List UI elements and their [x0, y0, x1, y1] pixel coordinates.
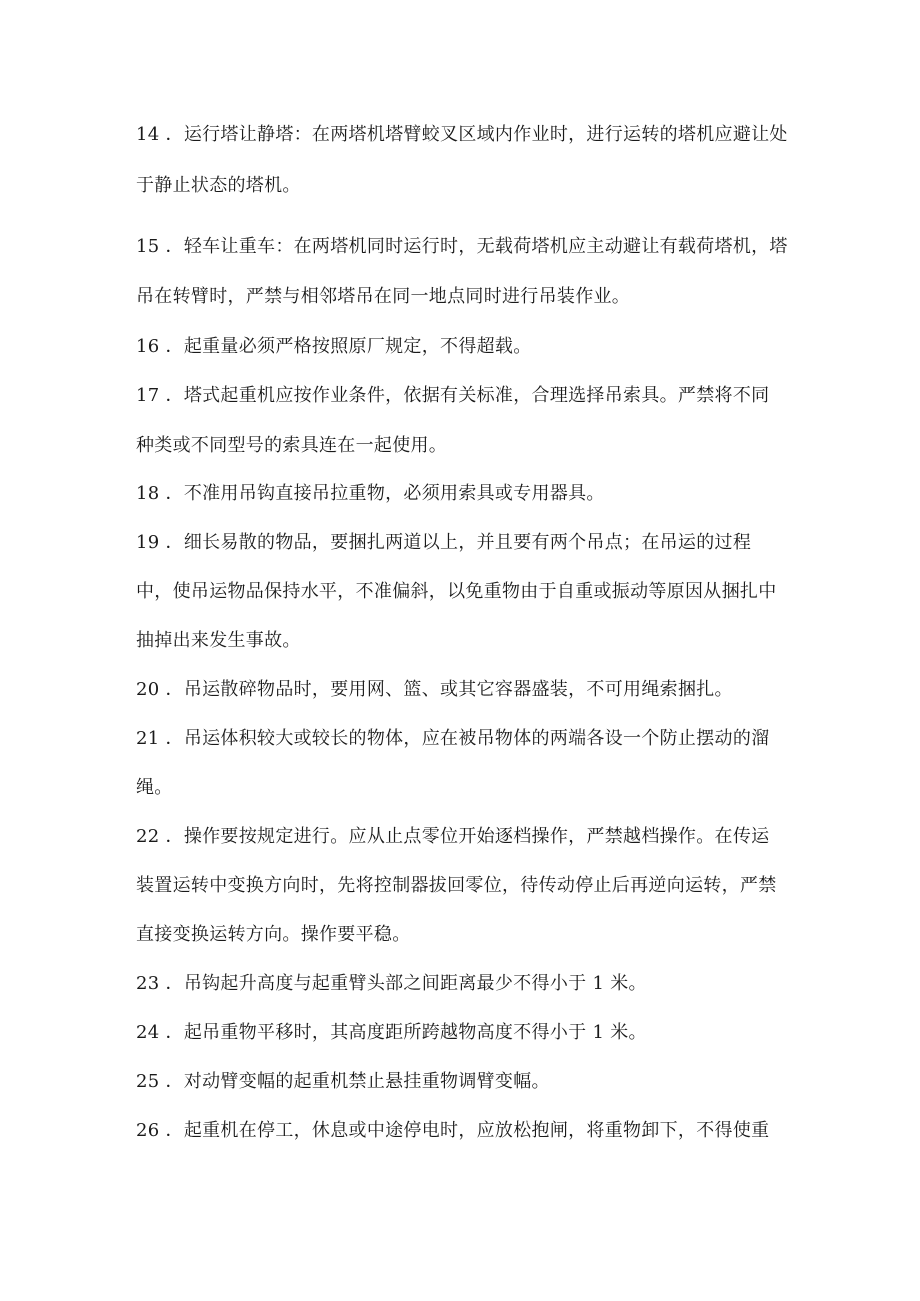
text-line: 20 ．吊运散碎物品时，要用网、篮、或其它容器盛装，不可用绳索捆扎。 [136, 679, 733, 700]
text-line: 25 ．对动臂变幅的起重机禁止悬挂重物调臂变幅。 [136, 1071, 550, 1092]
text-line: 14 ．运行塔让静塔：在两塔机塔臂蛟叉区域内作业时，进行运转的塔机应避让处 [136, 124, 788, 145]
text-line: 23 ．吊钩起升高度与起重臂头部之间距离最少不得小于 1 米。 [136, 973, 647, 994]
text-line: 21 ．吊运体积较大或较长的物体，应在被吊物体的两端各设一个防止摆动的溜 [136, 728, 770, 749]
text-line: 16 ．起重量必须严格按照原厂规定，不得超载。 [136, 336, 532, 357]
text-line: 22 ．操作要按规定进行。应从止点零位开始逐档操作，严禁越档操作。在传运 [136, 826, 770, 847]
text-line: 19 ．细长易散的物品，要捆扎两道以上，并且要有两个吊点；在吊运的过程 [136, 532, 752, 553]
text-line: 15 ．轻车让重车：在两塔机同时运行时，无载荷塔机应主动避让有载荷塔机，塔 [136, 236, 788, 257]
text-line: 26 ．起重机在停工，休息或中途停电时，应放松抱闸，将重物卸下，不得使重 [136, 1120, 770, 1141]
text-line: 于静止状态的塔机。 [136, 175, 301, 196]
text-line: 17 ．塔式起重机应按作业条件，依据有关标准，合理选择吊索具。严禁将不同 [136, 385, 770, 406]
text-line: 绳。 [136, 777, 173, 798]
text-line: 直接变换运转方向。操作要平稳。 [136, 924, 411, 945]
text-line: 中，使吊运物品保持水平，不准偏斜，以免重物由于自重或振动等原因从捆扎中 [136, 581, 777, 602]
text-line: 种类或不同型号的索具连在一起使用。 [136, 435, 448, 456]
text-line: 24 ．起吊重物平移时，其高度距所跨越物高度不得小于 1 米。 [136, 1022, 647, 1043]
text-line: 吊在转臂时，严禁与相邻塔吊在同一地点同时进行吊装作业。 [136, 286, 631, 307]
text-line: 18 ．不准用吊钩直接吊拉重物，必须用索具或专用器具。 [136, 483, 605, 504]
text-line: 抽掉出来发生事故。 [136, 630, 301, 651]
text-line: 装置运转中变换方向时，先将控制器拔回零位，待传动停止后再逆向运转，严禁 [136, 875, 777, 896]
